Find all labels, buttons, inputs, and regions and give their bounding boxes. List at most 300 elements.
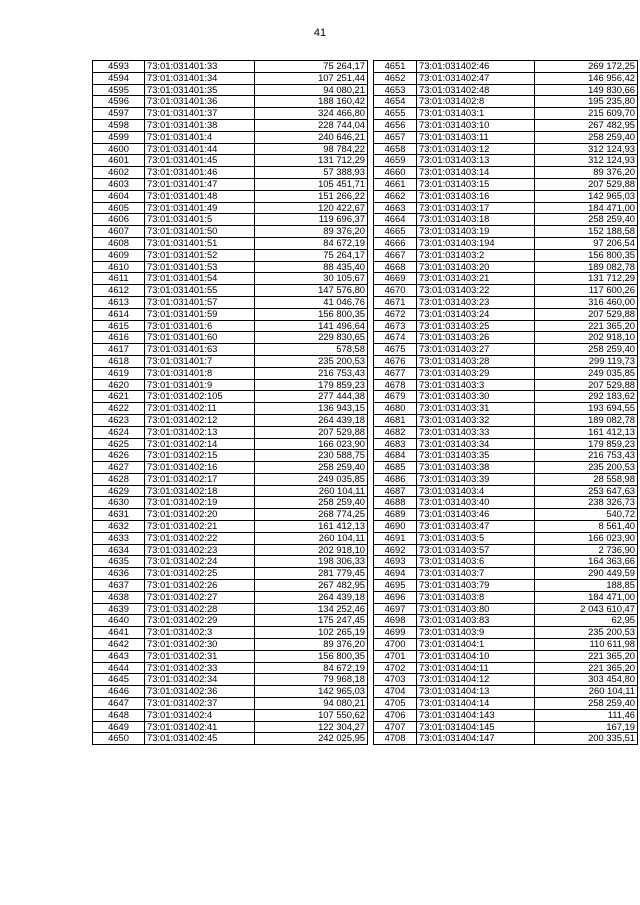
amount-value: 207 529,88 [255, 426, 368, 438]
table-row [374, 721, 638, 733]
table-row [374, 580, 638, 592]
row-number: 4699 [374, 627, 417, 639]
amount-value: 215 609,70 [535, 108, 638, 120]
cadastral-number: 73:01:031403:12 [417, 143, 535, 155]
cadastral-number: 73:01:031402:15 [145, 450, 255, 462]
table-row [374, 450, 638, 462]
amount-value: 175 247,45 [255, 615, 368, 627]
cadastral-number: 73:01:031403:5 [417, 532, 535, 544]
table-row [374, 733, 638, 745]
amount-value: 207 529,88 [535, 178, 638, 190]
table-row [93, 568, 368, 580]
table-row [93, 285, 368, 297]
row-number: 4638 [93, 591, 145, 603]
table-row [93, 509, 368, 521]
table-row [374, 556, 638, 568]
row-number: 4679 [374, 391, 417, 403]
row-number: 4604 [93, 190, 145, 202]
table-row [93, 438, 368, 450]
cadastral-number: 73:01:031402:17 [145, 473, 255, 485]
cadastral-number: 73:01:031403:27 [417, 344, 535, 356]
cadastral-number: 73:01:031401:51 [145, 237, 255, 249]
amount-value: 240 646,21 [255, 131, 368, 143]
cadastral-number: 73:01:031401:36 [145, 96, 255, 108]
amount-value: 253 647,63 [535, 485, 638, 497]
row-number: 4594 [93, 72, 145, 84]
amount-value: 258 259,40 [535, 214, 638, 226]
cadastral-number: 73:01:031403:31 [417, 403, 535, 415]
cadastral-number: 73:01:031402:31 [145, 650, 255, 662]
table-row [93, 332, 368, 344]
table-row [374, 674, 638, 686]
cadastral-number: 73:01:031402:29 [145, 615, 255, 627]
row-number: 4646 [93, 686, 145, 698]
cadastral-number: 73:01:031401:9 [145, 379, 255, 391]
amount-value: 146 956,42 [535, 72, 638, 84]
table-row [93, 355, 368, 367]
table-row [374, 568, 638, 580]
cadastral-number: 73:01:031402:37 [145, 698, 255, 710]
table-row [93, 367, 368, 379]
row-number: 4705 [374, 698, 417, 710]
row-number: 4706 [374, 709, 417, 721]
table-row [374, 273, 638, 285]
amount-value: 2 736,90 [535, 544, 638, 556]
row-number: 4698 [374, 615, 417, 627]
row-number: 4649 [93, 721, 145, 733]
row-number: 4643 [93, 650, 145, 662]
row-number: 4597 [93, 108, 145, 120]
row-number: 4603 [93, 178, 145, 190]
table-row [374, 497, 638, 509]
row-number: 4623 [93, 414, 145, 426]
cadastral-number: 73:01:031402:14 [145, 438, 255, 450]
cadastral-number: 73:01:031403:18 [417, 214, 535, 226]
amount-value: 79 968,18 [255, 674, 368, 686]
left-table [92, 60, 368, 745]
table-row [374, 84, 638, 96]
table-row [93, 721, 368, 733]
amount-value: 30 105,67 [255, 273, 368, 285]
row-number: 4666 [374, 237, 417, 249]
table-row [93, 627, 368, 639]
table-row [374, 662, 638, 674]
amount-value: 258 259,40 [255, 497, 368, 509]
table-row [374, 367, 638, 379]
cadastral-number: 73:01:031402:26 [145, 580, 255, 592]
amount-value: 179 859,23 [255, 379, 368, 391]
row-number: 4616 [93, 332, 145, 344]
row-number: 4677 [374, 367, 417, 379]
row-number: 4695 [374, 580, 417, 592]
row-number: 4678 [374, 379, 417, 391]
cadastral-number: 73:01:031404:12 [417, 674, 535, 686]
row-number: 4674 [374, 332, 417, 344]
table-row [93, 308, 368, 320]
amount-value: 324 466,80 [255, 108, 368, 120]
row-number: 4708 [374, 733, 417, 745]
row-number: 4700 [374, 639, 417, 651]
amount-value: 260 104,11 [535, 686, 638, 698]
cadastral-number: 73:01:031403:15 [417, 178, 535, 190]
cadastral-number: 73:01:031403:47 [417, 521, 535, 533]
table-row [374, 320, 638, 332]
row-number: 4702 [374, 662, 417, 674]
table-row [93, 167, 368, 179]
amount-value: 189 082,78 [535, 261, 638, 273]
table-row [93, 674, 368, 686]
cadastral-number: 73:01:031402:8 [417, 96, 535, 108]
cadastral-number: 73:01:031401:5 [145, 214, 255, 226]
table-row [374, 61, 638, 73]
table-row [93, 521, 368, 533]
table-row [93, 639, 368, 651]
cadastral-number: 73:01:031403:10 [417, 119, 535, 131]
cadastral-number: 73:01:031403:20 [417, 261, 535, 273]
table-row [93, 131, 368, 143]
amount-value: 161 412,13 [255, 521, 368, 533]
table-row [374, 119, 638, 131]
amount-value: 312 124,93 [535, 155, 638, 167]
amount-value: 131 712,29 [535, 273, 638, 285]
amount-value: 97 206,54 [535, 237, 638, 249]
row-number: 4663 [374, 202, 417, 214]
amount-value: 120 422,67 [255, 202, 368, 214]
table-row [93, 296, 368, 308]
cadastral-number: 73:01:031402:36 [145, 686, 255, 698]
row-number: 4697 [374, 603, 417, 615]
row-number: 4650 [93, 733, 145, 745]
row-number: 4613 [93, 296, 145, 308]
row-number: 4658 [374, 143, 417, 155]
row-number: 4645 [93, 674, 145, 686]
cadastral-number: 73:01:031401:63 [145, 344, 255, 356]
row-number: 4596 [93, 96, 145, 108]
cadastral-number: 73:01:031402:4 [145, 709, 255, 721]
amount-value: 62,95 [535, 615, 638, 627]
amount-value: 229 830,65 [255, 332, 368, 344]
row-number: 4701 [374, 650, 417, 662]
row-number: 4689 [374, 509, 417, 521]
cadastral-number: 73:01:031403:24 [417, 308, 535, 320]
amount-value: 202 918,10 [255, 544, 368, 556]
cadastral-number: 73:01:031402:47 [417, 72, 535, 84]
table-row [374, 532, 638, 544]
row-number: 4685 [374, 462, 417, 474]
amount-value: 41 046,76 [255, 296, 368, 308]
table-row [93, 497, 368, 509]
cadastral-number: 73:01:031403:57 [417, 544, 535, 556]
left-table-body [93, 61, 368, 745]
row-number: 4608 [93, 237, 145, 249]
row-number: 4625 [93, 438, 145, 450]
table-row [374, 143, 638, 155]
amount-value: 164 363,66 [535, 556, 638, 568]
cadastral-number: 73:01:031403:34 [417, 438, 535, 450]
table-row [374, 462, 638, 474]
amount-value: 89 376,20 [535, 167, 638, 179]
row-number: 4660 [374, 167, 417, 179]
row-number: 4686 [374, 473, 417, 485]
cadastral-number: 73:01:031402:13 [145, 426, 255, 438]
row-number: 4605 [93, 202, 145, 214]
amount-value: 75 264,17 [255, 61, 368, 73]
row-number: 4630 [93, 497, 145, 509]
table-row [374, 591, 638, 603]
row-number: 4680 [374, 403, 417, 415]
row-number: 4690 [374, 521, 417, 533]
row-number: 4606 [93, 214, 145, 226]
amount-value: 195 235,80 [535, 96, 638, 108]
amount-value: 238 326,73 [535, 497, 638, 509]
cadastral-number: 73:01:031403:39 [417, 473, 535, 485]
row-number: 4670 [374, 285, 417, 297]
table-row [93, 143, 368, 155]
cadastral-number: 73:01:031403:14 [417, 167, 535, 179]
row-number: 4656 [374, 119, 417, 131]
table-row [93, 662, 368, 674]
table-row [93, 414, 368, 426]
cadastral-number: 73:01:031401:4 [145, 131, 255, 143]
cadastral-number: 73:01:031403:4 [417, 485, 535, 497]
row-number: 4619 [93, 367, 145, 379]
table-row [374, 178, 638, 190]
row-number: 4640 [93, 615, 145, 627]
row-number: 4593 [93, 61, 145, 73]
right-table [373, 60, 638, 745]
amount-value: 122 304,27 [255, 721, 368, 733]
table-row [374, 285, 638, 297]
cadastral-number: 73:01:031402:23 [145, 544, 255, 556]
cadastral-number: 73:01:031403:23 [417, 296, 535, 308]
row-number: 4667 [374, 249, 417, 261]
amount-value: 156 800,35 [255, 650, 368, 662]
table-row [93, 237, 368, 249]
cadastral-number: 73:01:031403:38 [417, 462, 535, 474]
row-number: 4672 [374, 308, 417, 320]
cadastral-number: 73:01:031401:47 [145, 178, 255, 190]
cadastral-number: 73:01:031404:145 [417, 721, 535, 733]
amount-value: 200 335,51 [535, 733, 638, 745]
row-number: 4629 [93, 485, 145, 497]
row-number: 4676 [374, 355, 417, 367]
row-number: 4631 [93, 509, 145, 521]
table-row [374, 332, 638, 344]
table-row [93, 84, 368, 96]
amount-value: 221 365,20 [535, 650, 638, 662]
cadastral-number: 73:01:031402:41 [145, 721, 255, 733]
row-number: 4615 [93, 320, 145, 332]
table-row [93, 733, 368, 745]
table-row [374, 108, 638, 120]
amount-value: 312 124,93 [535, 143, 638, 155]
table-row [93, 391, 368, 403]
table-row [374, 521, 638, 533]
amount-value: 166 023,90 [255, 438, 368, 450]
amount-value: 167,19 [535, 721, 638, 733]
row-number: 4652 [374, 72, 417, 84]
cadastral-number: 73:01:031401:52 [145, 249, 255, 261]
cadastral-number: 73:01:031401:37 [145, 108, 255, 120]
cadastral-number: 73:01:031403:83 [417, 615, 535, 627]
table-row [374, 650, 638, 662]
cadastral-number: 73:01:031402:3 [145, 627, 255, 639]
table-row [93, 261, 368, 273]
row-number: 4684 [374, 450, 417, 462]
amount-value: 75 264,17 [255, 249, 368, 261]
cadastral-number: 73:01:031401:34 [145, 72, 255, 84]
amount-value: 258 259,40 [535, 698, 638, 710]
cadastral-number: 73:01:031401:8 [145, 367, 255, 379]
row-number: 4639 [93, 603, 145, 615]
amount-value: 119 696,37 [255, 214, 368, 226]
cadastral-number: 73:01:031402:19 [145, 497, 255, 509]
row-number: 4693 [374, 556, 417, 568]
row-number: 4620 [93, 379, 145, 391]
table-row [93, 556, 368, 568]
amount-value: 216 753,43 [535, 450, 638, 462]
amount-value: 277 444,38 [255, 391, 368, 403]
amount-value: 57 388,93 [255, 167, 368, 179]
cadastral-number: 73:01:031403:3 [417, 379, 535, 391]
table-row [93, 426, 368, 438]
row-number: 4599 [93, 131, 145, 143]
amount-value: 184 471,00 [535, 591, 638, 603]
row-number: 4626 [93, 450, 145, 462]
cadastral-number: 73:01:031401:54 [145, 273, 255, 285]
table-row [374, 379, 638, 391]
cadastral-number: 73:01:031403:40 [417, 497, 535, 509]
table-row [374, 615, 638, 627]
row-number: 4611 [93, 273, 145, 285]
cadastral-number: 73:01:031403:80 [417, 603, 535, 615]
cadastral-number: 73:01:031403:26 [417, 332, 535, 344]
cadastral-number: 73:01:031402:11 [145, 403, 255, 415]
cadastral-number: 73:01:031403:79 [417, 580, 535, 592]
table-row [374, 226, 638, 238]
row-number: 4621 [93, 391, 145, 403]
amount-value: 269 172,25 [535, 61, 638, 73]
cadastral-number: 73:01:031401:57 [145, 296, 255, 308]
amount-value: 242 025,95 [255, 733, 368, 745]
amount-value: 264 439,18 [255, 414, 368, 426]
amount-value: 290 449,59 [535, 568, 638, 580]
table-row [93, 320, 368, 332]
cadastral-number: 73:01:031403:9 [417, 627, 535, 639]
amount-value: 149 830,66 [535, 84, 638, 96]
row-number: 4636 [93, 568, 145, 580]
cadastral-number: 73:01:031403:2 [417, 249, 535, 261]
table-row [374, 603, 638, 615]
row-number: 4687 [374, 485, 417, 497]
cadastral-number: 73:01:031402:25 [145, 568, 255, 580]
row-number: 4653 [374, 84, 417, 96]
table-row [374, 473, 638, 485]
table-row [374, 214, 638, 226]
cadastral-number: 73:01:031402:18 [145, 485, 255, 497]
cadastral-number: 73:01:031402:20 [145, 509, 255, 521]
amount-value: 228 744,04 [255, 119, 368, 131]
table-row [374, 639, 638, 651]
row-number: 4707 [374, 721, 417, 733]
amount-value: 8 561,40 [535, 521, 638, 533]
table-row [93, 544, 368, 556]
row-number: 4673 [374, 320, 417, 332]
table-row [93, 214, 368, 226]
amount-value: 98 784,22 [255, 143, 368, 155]
row-number: 4618 [93, 355, 145, 367]
row-number: 4614 [93, 308, 145, 320]
amount-value: 152 188,58 [535, 226, 638, 238]
cadastral-number: 73:01:031402:16 [145, 462, 255, 474]
cadastral-number: 73:01:031404:1 [417, 639, 535, 651]
amount-value: 216 753,43 [255, 367, 368, 379]
row-number: 4633 [93, 532, 145, 544]
amount-value: 264 439,18 [255, 591, 368, 603]
cadastral-number: 73:01:031404:147 [417, 733, 535, 745]
amount-value: 107 550,62 [255, 709, 368, 721]
cadastral-number: 73:01:031403:46 [417, 509, 535, 521]
amount-value: 198 306,33 [255, 556, 368, 568]
table-row [374, 355, 638, 367]
amount-value: 156 800,35 [535, 249, 638, 261]
table-row [93, 61, 368, 73]
cadastral-number: 73:01:031404:13 [417, 686, 535, 698]
row-number: 4600 [93, 143, 145, 155]
amount-value: 89 376,20 [255, 226, 368, 238]
amount-value: 316 460,00 [535, 296, 638, 308]
amount-value: 193 694,55 [535, 403, 638, 415]
amount-value: 110 611,98 [535, 639, 638, 651]
row-number: 4602 [93, 167, 145, 179]
table-row [93, 532, 368, 544]
amount-value: 221 365,20 [535, 320, 638, 332]
row-number: 4634 [93, 544, 145, 556]
table-row [93, 379, 368, 391]
table-row [93, 709, 368, 721]
amount-value: 221 365,20 [535, 662, 638, 674]
cadastral-number: 73:01:031403:22 [417, 285, 535, 297]
row-number: 4654 [374, 96, 417, 108]
cadastral-number: 73:01:031403:1 [417, 108, 535, 120]
amount-value: 303 454,80 [535, 674, 638, 686]
table-row [93, 698, 368, 710]
cadastral-number: 73:01:031403:21 [417, 273, 535, 285]
amount-value: 540,72 [535, 509, 638, 521]
row-number: 4622 [93, 403, 145, 415]
amount-value: 281 779,45 [255, 568, 368, 580]
table-row [374, 414, 638, 426]
amount-value: 131 712,29 [255, 155, 368, 167]
amount-value: 268 774,25 [255, 509, 368, 521]
table-row [374, 96, 638, 108]
amount-value: 89 376,20 [255, 639, 368, 651]
table-row [374, 698, 638, 710]
amount-value: 184 471,00 [535, 202, 638, 214]
cadastral-number: 73:01:031403:29 [417, 367, 535, 379]
row-number: 4648 [93, 709, 145, 721]
amount-value: 94 080,21 [255, 84, 368, 96]
amount-value: 107 251,44 [255, 72, 368, 84]
row-number: 4671 [374, 296, 417, 308]
table-row [93, 462, 368, 474]
cadastral-number: 73:01:031403:25 [417, 320, 535, 332]
cadastral-number: 73:01:031401:48 [145, 190, 255, 202]
row-number: 4642 [93, 639, 145, 651]
amount-value: 258 259,40 [535, 131, 638, 143]
cadastral-number: 73:01:031402:24 [145, 556, 255, 568]
cadastral-number: 73:01:031403:7 [417, 568, 535, 580]
